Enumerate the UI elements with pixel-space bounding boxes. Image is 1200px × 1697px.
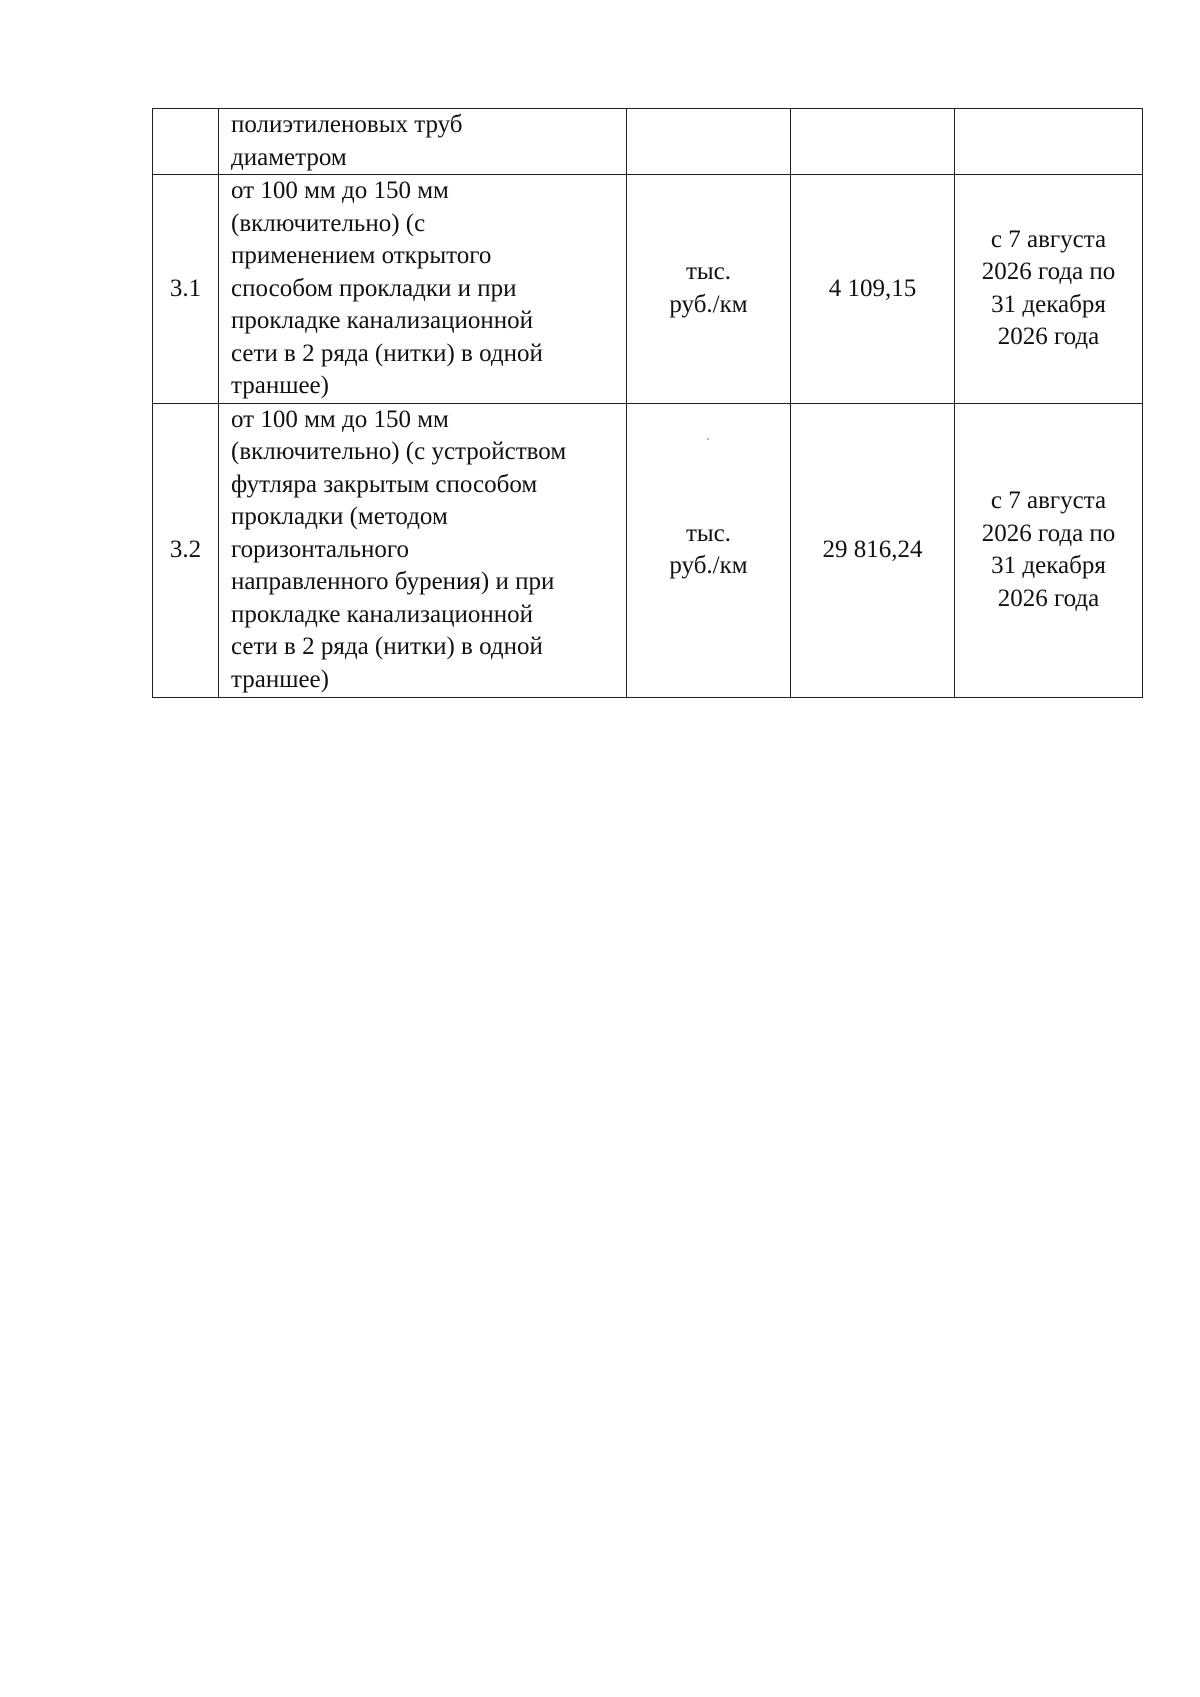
description-line: (включительно) (с устройством (231, 438, 567, 465)
period-cell (955, 403, 1143, 697)
description-line: прокладке канализационной (231, 600, 533, 628)
table-row (153, 403, 1143, 697)
tariff-table (152, 108, 1143, 698)
row-number-cell (153, 109, 219, 175)
description-cell (219, 175, 627, 404)
period-cell (955, 175, 1143, 404)
value-cell (791, 109, 955, 175)
description-line: полиэтиленовых труб (231, 111, 463, 138)
description-line: прокладки (методом (231, 503, 448, 530)
unit-line: тыс. (685, 519, 732, 547)
table-row (153, 175, 1143, 404)
period-line: 31 декабря (991, 552, 1106, 579)
description-line: сети в 2 ряда (нитки) в одной (231, 633, 543, 660)
unit-line: руб./км (669, 290, 748, 318)
unit-line: руб./км (669, 552, 748, 579)
period-line: с 7 августа (990, 225, 1107, 253)
description-line: горизонтального (231, 535, 410, 563)
description-line: траншее) (231, 665, 329, 693)
description-line: прокладке канализационной (231, 307, 533, 334)
description-line: (включительно) (с (231, 209, 426, 237)
row-number-cell: 3.2 (153, 403, 219, 697)
description-line: от 100 мм до 150 мм (231, 405, 449, 433)
period-line: 31 декабря (991, 290, 1106, 318)
description-line: способом прокладки и при (231, 274, 517, 302)
period-line: с 7 августа (990, 487, 1107, 514)
value-cell: 4 109,15 (791, 175, 955, 404)
period-line: 2026 года по (981, 258, 1116, 286)
description-line: сети в 2 ряда (нитки) в одной (231, 339, 543, 367)
unit-line: тыс. (685, 258, 732, 286)
description-cell (219, 403, 627, 697)
description-line: диаметром (231, 143, 347, 171)
value-cell: 29 816,24 (791, 403, 955, 697)
period-line: 2026 года (997, 323, 1100, 351)
unit-cell (627, 109, 791, 175)
table-row (153, 109, 1143, 175)
description-line: применением открытого (231, 242, 492, 269)
unit-cell (627, 175, 791, 404)
scan-speck (707, 438, 709, 440)
row-number-cell: 3.1 (153, 175, 219, 404)
description-line: футляра закрытым способом (231, 470, 538, 498)
description-line: от 100 мм до 150 мм (231, 177, 449, 204)
period-line: 2026 года (997, 584, 1100, 612)
description-line: направленного бурения) и при (231, 568, 555, 595)
description-cell (219, 109, 627, 175)
period-cell (955, 109, 1143, 175)
unit-cell (627, 403, 791, 697)
period-line: 2026 года по (981, 519, 1116, 547)
description-line: траншее) (231, 372, 329, 399)
